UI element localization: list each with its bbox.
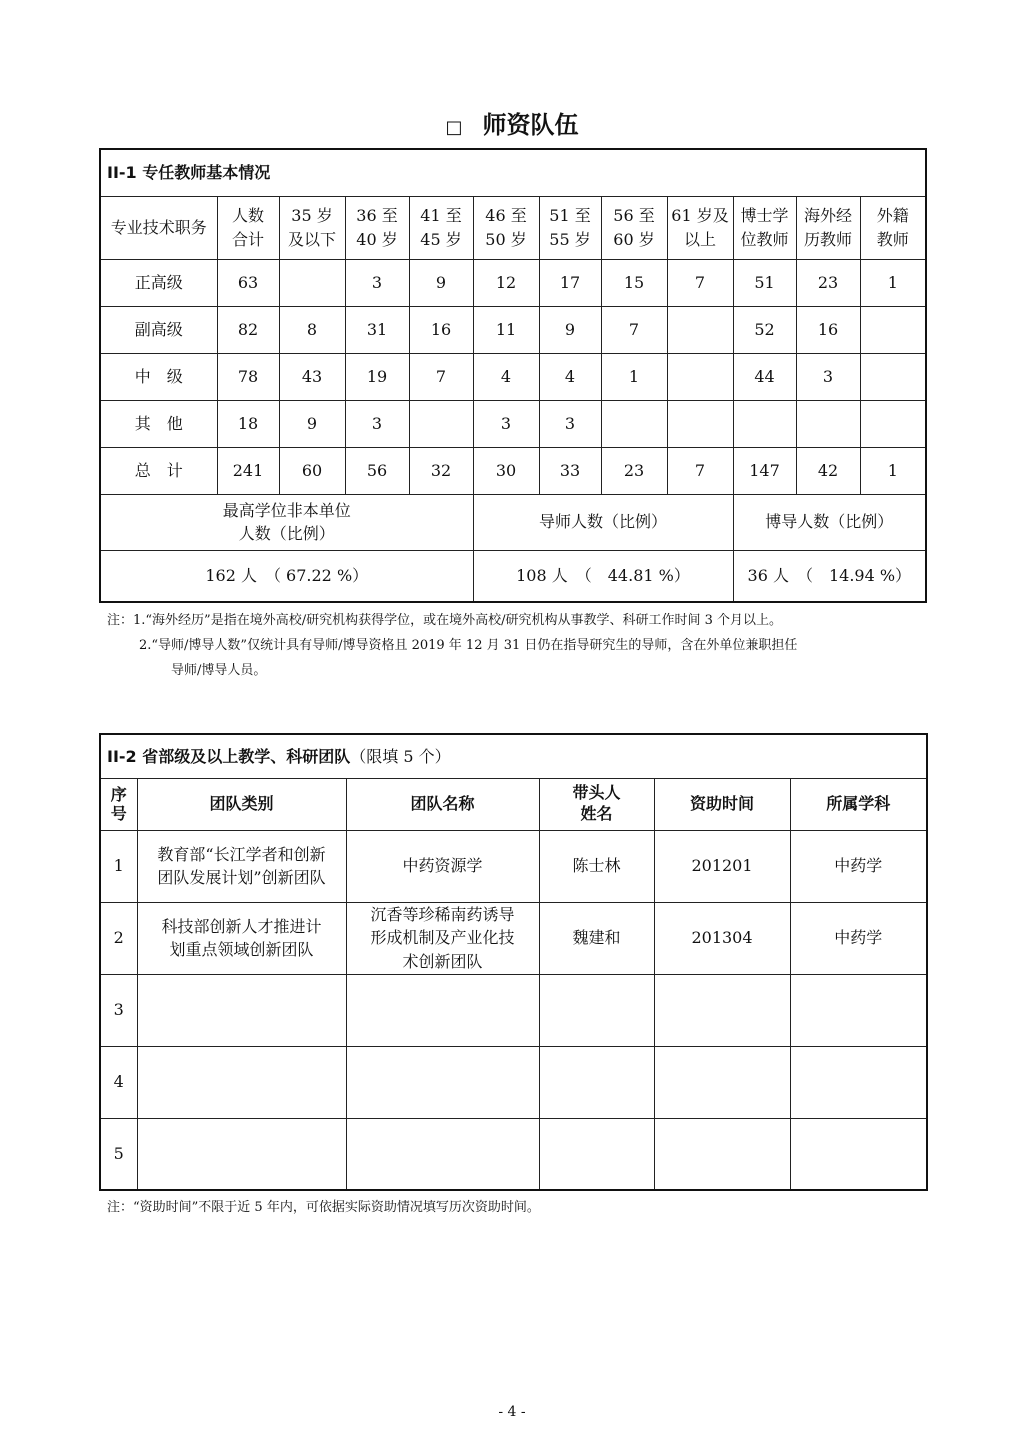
table-cell: 3 bbox=[539, 400, 601, 447]
table-cell: 7 bbox=[601, 306, 667, 353]
table-cell: 11 bbox=[473, 306, 539, 353]
table-cell: 63 bbox=[217, 259, 279, 306]
header-cell: 博士学 位教师 bbox=[733, 196, 796, 259]
table-cell bbox=[654, 1118, 790, 1190]
table-cell: 56 bbox=[345, 447, 409, 494]
table-cell bbox=[346, 1118, 539, 1190]
stats-label-supervisors: 导师人数（比例） bbox=[473, 494, 733, 550]
table-cell bbox=[137, 1046, 346, 1118]
table-cell: 51 bbox=[733, 259, 796, 306]
table-row bbox=[100, 353, 926, 400]
table-cell: 4 bbox=[539, 353, 601, 400]
section-title bbox=[0, 105, 1024, 140]
table-cell: 教育部“长江学者和创新 团队发展计划”创新团队 bbox=[137, 830, 346, 902]
table-cell bbox=[539, 974, 654, 1046]
header-cell: 36 至 40 岁 bbox=[345, 196, 409, 259]
table-cell: 中药资源学 bbox=[346, 830, 539, 902]
table-cell: 3 bbox=[345, 400, 409, 447]
table-cell: 82 bbox=[217, 306, 279, 353]
table-cell: 60 bbox=[279, 447, 345, 494]
stats-value-doctoral-supervisors: 36 人 （ 14.94 %） bbox=[733, 550, 926, 602]
table-cell: 3 bbox=[100, 974, 137, 1046]
table-cell: 9 bbox=[409, 259, 473, 306]
row-label-cell: 其 他 bbox=[100, 400, 217, 447]
table2-caption bbox=[100, 734, 927, 778]
table-cell: 1 bbox=[860, 259, 926, 306]
header-cell: 35 岁 及以下 bbox=[279, 196, 345, 259]
table-cell bbox=[409, 400, 473, 447]
stats-value-supervisors: 108 人 （ 44.81 %） bbox=[473, 550, 733, 602]
header-cell: 56 至 60 岁 bbox=[601, 196, 667, 259]
table-cell: 78 bbox=[217, 353, 279, 400]
table-cell bbox=[137, 974, 346, 1046]
table-cell: 12 bbox=[473, 259, 539, 306]
header-cell: 海外经 历教师 bbox=[796, 196, 860, 259]
stats-label-row bbox=[100, 494, 926, 550]
header-cell: 序 号 bbox=[100, 778, 137, 830]
table-cell bbox=[790, 1046, 927, 1118]
table-cell: 18 bbox=[217, 400, 279, 447]
table-row bbox=[100, 974, 927, 1046]
table-cell bbox=[601, 400, 667, 447]
table-row bbox=[100, 306, 926, 353]
table1-note-1: 注：1.“海外经历”是指在境外高校/研究机构获得学位，或在境外高校/研究机构从事教学、科研工作时间 3 个月以上。 bbox=[107, 613, 782, 628]
table-cell: 42 bbox=[796, 447, 860, 494]
header-cell: 41 至 45 岁 bbox=[409, 196, 473, 259]
table-cell: 3 bbox=[473, 400, 539, 447]
table-cell: 147 bbox=[733, 447, 796, 494]
row-label-cell: 副高级 bbox=[100, 306, 217, 353]
table-cell: 7 bbox=[409, 353, 473, 400]
table-cell bbox=[539, 1046, 654, 1118]
table-cell: 沉香等珍稀南药诱导 形成机制及产业化技 术创新团队 bbox=[346, 902, 539, 974]
header-cell: 61 岁及 以上 bbox=[667, 196, 733, 259]
table-cell: 2 bbox=[100, 902, 137, 974]
table-cell: 8 bbox=[279, 306, 345, 353]
table1-note-2: 2.“导师/博导人数”仅统计具有导师/博导资格且 2019 年 12 月 31 日仍在指导研究生的导师，含在外单位兼职担任 bbox=[139, 638, 798, 653]
table-row bbox=[100, 259, 926, 306]
page-number: - 4 - bbox=[498, 1404, 526, 1420]
table-cell: 201304 bbox=[654, 902, 790, 974]
table2-caption-title: II-2 省部级及以上教学、科研团队 bbox=[107, 746, 351, 766]
table-cell: 3 bbox=[796, 353, 860, 400]
table-cell: 43 bbox=[279, 353, 345, 400]
table-cell bbox=[667, 400, 733, 447]
table-cell: 33 bbox=[539, 447, 601, 494]
table-cell: 1 bbox=[601, 353, 667, 400]
table-cell: 陈士林 bbox=[539, 830, 654, 902]
table-cell bbox=[654, 974, 790, 1046]
row-label-cell: 总 计 bbox=[100, 447, 217, 494]
table-cell bbox=[796, 400, 860, 447]
table-cell bbox=[790, 1118, 927, 1190]
table-cell: 1 bbox=[100, 830, 137, 902]
table-cell: 4 bbox=[100, 1046, 137, 1118]
table2-header-row bbox=[100, 778, 927, 830]
table-cell bbox=[346, 974, 539, 1046]
table-cell: 16 bbox=[409, 306, 473, 353]
table-cell: 科技部创新人才推进计 划重点领域创新团队 bbox=[137, 902, 346, 974]
table-cell: 15 bbox=[601, 259, 667, 306]
table-cell: 31 bbox=[345, 306, 409, 353]
table-cell bbox=[860, 353, 926, 400]
table-cell bbox=[137, 1118, 346, 1190]
table-cell bbox=[733, 400, 796, 447]
header-cell: 所属学科 bbox=[790, 778, 927, 830]
table-cell: 3 bbox=[345, 259, 409, 306]
team-table bbox=[99, 733, 928, 1191]
section-title-text: 师资队伍 bbox=[482, 111, 579, 139]
table1-header-row bbox=[100, 196, 926, 259]
table-cell: 19 bbox=[345, 353, 409, 400]
table-cell: 7 bbox=[667, 259, 733, 306]
teacher-basic-table bbox=[99, 148, 927, 603]
table-cell: 16 bbox=[796, 306, 860, 353]
table-cell bbox=[860, 400, 926, 447]
table-row bbox=[100, 1046, 927, 1118]
row-label-cell: 中 级 bbox=[100, 353, 217, 400]
stats-label-doctoral-supervisors: 博导人数（比例） bbox=[733, 494, 926, 550]
table-cell: 中药学 bbox=[790, 830, 927, 902]
table-cell: 23 bbox=[796, 259, 860, 306]
table-cell: 9 bbox=[539, 306, 601, 353]
table-cell: 30 bbox=[473, 447, 539, 494]
checkbox-icon: □ bbox=[445, 117, 463, 138]
header-cell: 团队类别 bbox=[137, 778, 346, 830]
table-cell: 32 bbox=[409, 447, 473, 494]
table-cell bbox=[790, 974, 927, 1046]
stats-value-row bbox=[100, 550, 926, 602]
stats-label-nonlocal-degree: 最高学位非本单位 人数（比例） bbox=[100, 494, 473, 550]
table2-caption-note: （限填 5 个） bbox=[350, 746, 451, 766]
header-cell: 51 至 55 岁 bbox=[539, 196, 601, 259]
table2-note: 注：“资助时间”不限于近 5 年内，可依据实际资助情况填写历次资助时间。 bbox=[107, 1200, 540, 1215]
table-row bbox=[100, 830, 927, 902]
header-cell: 资助时间 bbox=[654, 778, 790, 830]
table1-note-2-continued: 导师/博导人员。 bbox=[171, 663, 267, 678]
header-cell: 团队名称 bbox=[346, 778, 539, 830]
table-cell: 4 bbox=[473, 353, 539, 400]
table-cell: 44 bbox=[733, 353, 796, 400]
table-cell: 23 bbox=[601, 447, 667, 494]
table-cell bbox=[667, 306, 733, 353]
table-cell bbox=[654, 1046, 790, 1118]
table-cell: 1 bbox=[860, 447, 926, 494]
header-cell: 专业技术职务 bbox=[100, 196, 217, 259]
table-row bbox=[100, 447, 926, 494]
table-cell: 17 bbox=[539, 259, 601, 306]
table-cell bbox=[279, 259, 345, 306]
table-cell bbox=[539, 1118, 654, 1190]
table1-caption: II-1 专任教师基本情况 bbox=[100, 149, 926, 196]
header-cell: 带头人 姓名 bbox=[539, 778, 654, 830]
header-cell: 46 至 50 岁 bbox=[473, 196, 539, 259]
header-cell: 外籍 教师 bbox=[860, 196, 926, 259]
table-cell: 5 bbox=[100, 1118, 137, 1190]
table-row bbox=[100, 902, 927, 974]
table-cell: 7 bbox=[667, 447, 733, 494]
table-cell bbox=[860, 306, 926, 353]
header-cell: 人数 合计 bbox=[217, 196, 279, 259]
table-row bbox=[100, 400, 926, 447]
table-cell: 魏建和 bbox=[539, 902, 654, 974]
table-cell bbox=[346, 1046, 539, 1118]
table-cell bbox=[667, 353, 733, 400]
table-cell: 201201 bbox=[654, 830, 790, 902]
stats-value-nonlocal-degree: 162 人 （ 67.22 %） bbox=[100, 550, 473, 602]
table-row bbox=[100, 1118, 927, 1190]
table-cell: 中药学 bbox=[790, 902, 927, 974]
row-label-cell: 正高级 bbox=[100, 259, 217, 306]
table-cell: 52 bbox=[733, 306, 796, 353]
table-cell: 9 bbox=[279, 400, 345, 447]
table-cell: 241 bbox=[217, 447, 279, 494]
